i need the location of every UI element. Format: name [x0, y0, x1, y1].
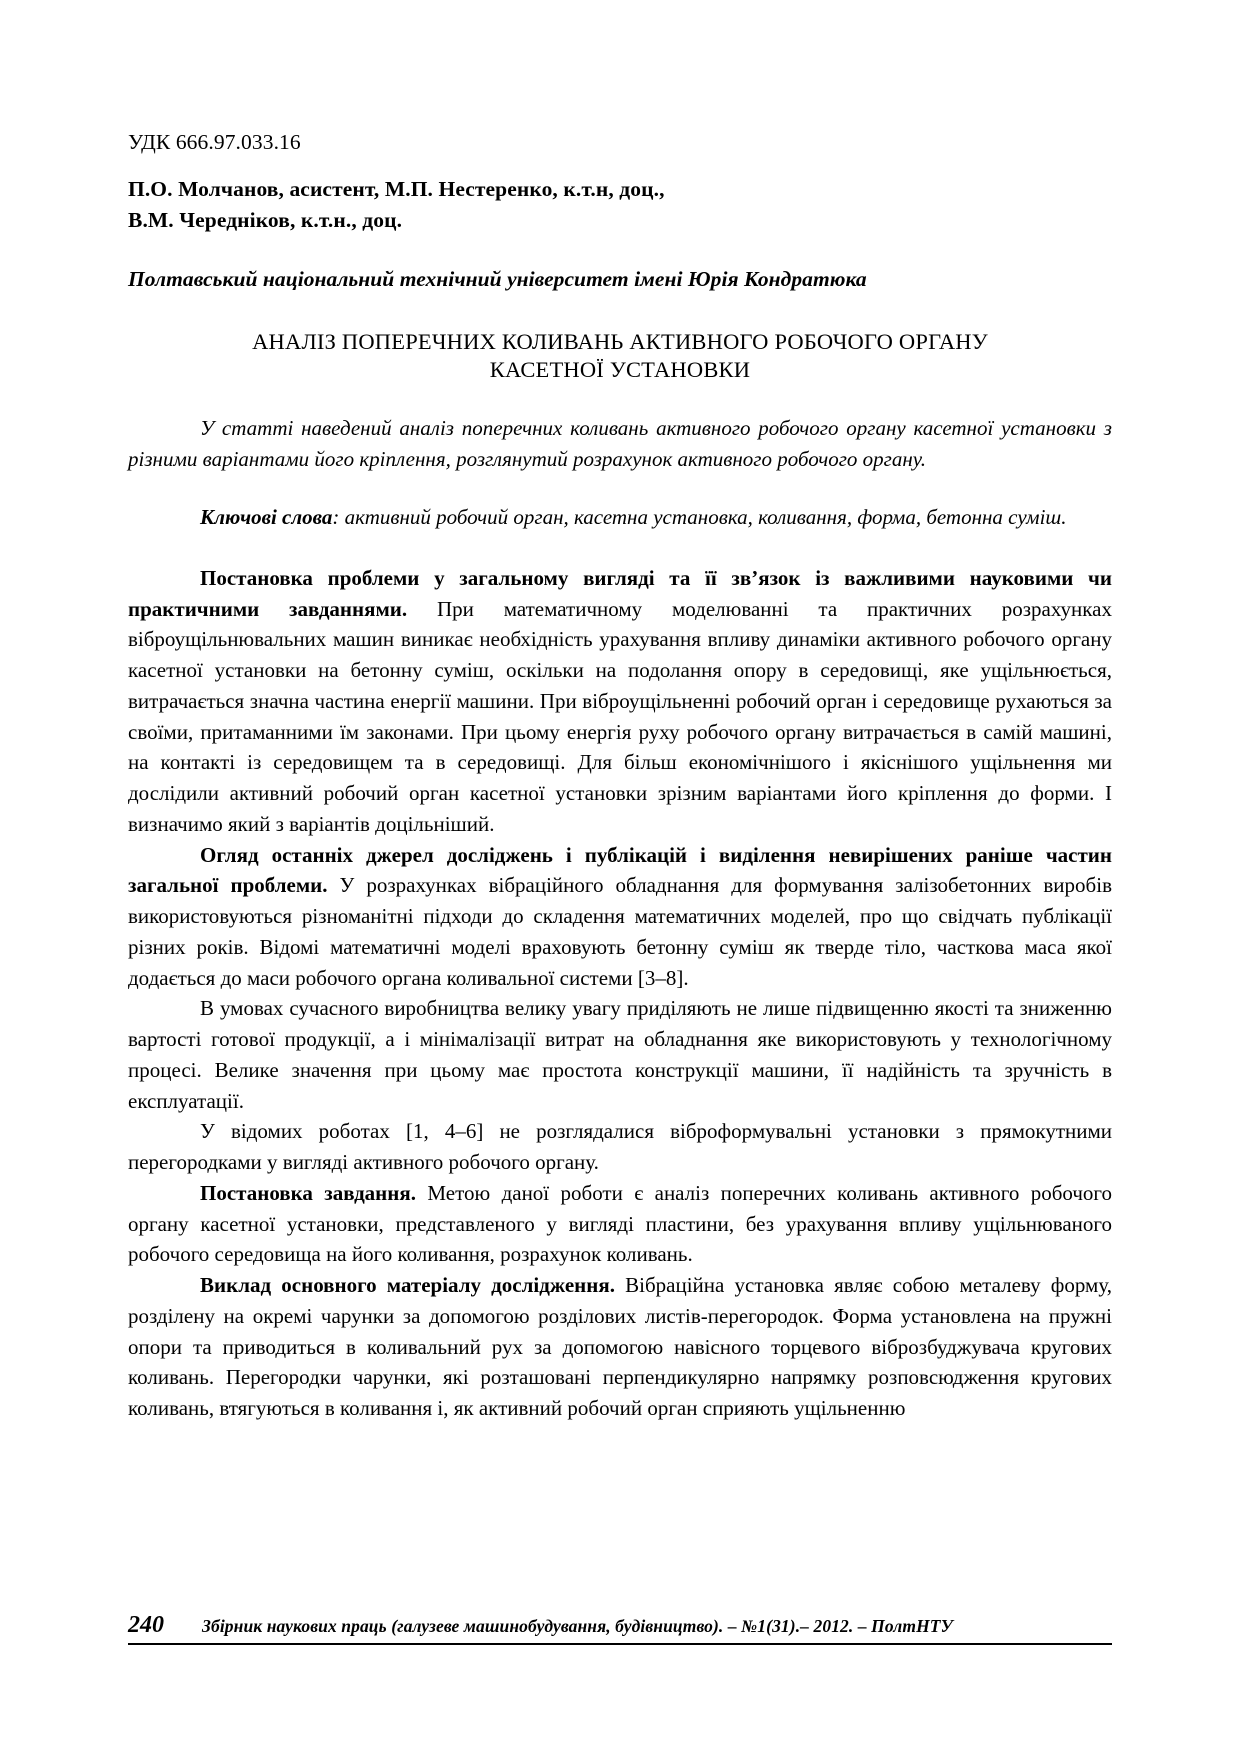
keywords-label: Ключові слова: [200, 505, 333, 530]
body-text: [128, 563, 1112, 1424]
page-footer: [128, 1612, 1112, 1645]
author-line-1: П.О. Молчанов, асистент, М.П. Нестеренко, к.т.н, доц.,: [128, 177, 665, 202]
page-content: [128, 128, 1112, 1424]
paragraph-lead: Постановка проблеми у загальному вигляді та її зв’язок із важливими науковими чи практичними завданнями.: [128, 565, 1112, 621]
paragraph: [128, 993, 1112, 1116]
paragraph-text: При математичному моделюванні та практичних розрахунках віброущільнювальних машин виникає необхідність урахування впливу динаміки активного робочого органу касетної установки на бетонну суміш, оскільки на подолання опору в середовищі, яке ущільнюється, витрачається значна частина енергії машини. При віброущільненні робочий орган і середовище рухаються за своїми, притаманними їм законами. При цьому енергія руху робочого органу витрачається в самій машині, на контакті із середовищем та в середовищі. Для більш економічнішого і якіснішого ущільнення ми дослідили активний робочий орган касетної установки зрізним варіантами його кріплення до форми. І визначимо який з варіантів доцільніший.: [128, 596, 1112, 836]
keywords-separator: :: [332, 505, 345, 530]
paragraph-text: У розрахунках вібраційного обладнання для формування залізобетонних виробів використовуються різноманітні підходи до складення математичних моделей, про що свідчать публікації різних років. Відомі математичні моделі враховують бетонну суміш як тверде тіло, часткова маса якої додається до маси робочого органа коливальної системи [3–8].: [128, 873, 1112, 990]
keywords-text: активний робочий орган, касетна установка, коливання, форма, бетонна суміш.: [344, 505, 1067, 530]
paragraph-lead: Виклад основного матеріалу дослідження.: [200, 1273, 615, 1298]
page-title: [128, 328, 1112, 385]
affiliation: Полтавський національний технічний університет імені Юрія Кондратюка: [128, 266, 867, 291]
paragraph: [128, 1270, 1112, 1424]
page-number: 240: [128, 1612, 164, 1638]
footer-divider: [128, 1643, 1112, 1645]
title-line-1: АНАЛІЗ ПОПЕРЕЧНИХ КОЛИВАНЬ АКТИВНОГО РОБОЧОГО ОРГАНУ: [252, 328, 988, 354]
title-line-2: КАСЕТНОЇ УСТАНОВКИ: [489, 357, 751, 383]
footer-row: [128, 1612, 1112, 1639]
journal-citation: Збірник наукових праць (галузеве машинобудування, будівництво). – №1(31).– 2012. – ПолтНТУ: [202, 1616, 953, 1636]
paragraph: [128, 840, 1112, 994]
paragraph-text: В умовах сучасного виробництва велику увагу приділяють не лише підвищенню якості та зниженню вартості готової продукції, а і мінімалізації витрат на обладнання яке використовують у технологічному процесі. Велике значення при цьому має простота конструкції машини, її надійність та зручність в експлуатації.: [128, 996, 1112, 1113]
author-list: [128, 174, 1112, 235]
paragraph-lead: Огляд останніх джерел досліджень і публікацій і виділення невирішених раніше частин загальної проблеми.: [128, 842, 1112, 898]
paragraph: [128, 1178, 1112, 1270]
paragraph-lead: Постановка завдання.: [200, 1180, 416, 1205]
paragraph: [128, 563, 1112, 840]
paragraph-text: Вібраційна установка являє собою металеву форму, розділену на окремі чарунки за допомогою розділових листів-перегородок. Форма установлена на пружні опори та приводиться в коливальний рух за допомогою навісного торцевого віброзбуджувача кругових коливань. Перегородки чарунки, які розташовані перпендикулярно напрямку розповсюдження кругових коливань, втягуються в коливання і, як активний робочий орган сприяють ущільненню: [128, 1273, 1112, 1421]
paragraph: [128, 1116, 1112, 1178]
abstract: У статті наведений аналіз поперечних коливань активного робочого органу касетної установки з різними варіантами його кріплення, розглянутий розрахунок активного робочого органу.: [128, 415, 1112, 471]
author-line-2: В.М. Чередніков, к.т.н., доц.: [128, 208, 403, 233]
paragraph-text: Метою даної роботи є аналіз поперечних коливань активного робочого органу касетної установки, представленого у вигляді пластини, без урахування впливу ущільнюваного робочого середовища на його коливання, розрахунок коливань.: [128, 1180, 1112, 1267]
udk-code: УДК 666.97.033.16: [128, 130, 301, 154]
paragraph-text: У відомих роботах [1, 4–6] не розглядалися віброформувальні установки з прямокутними перегородками у вигляді активного робочого органу.: [128, 1119, 1112, 1175]
keywords: [128, 502, 1112, 533]
